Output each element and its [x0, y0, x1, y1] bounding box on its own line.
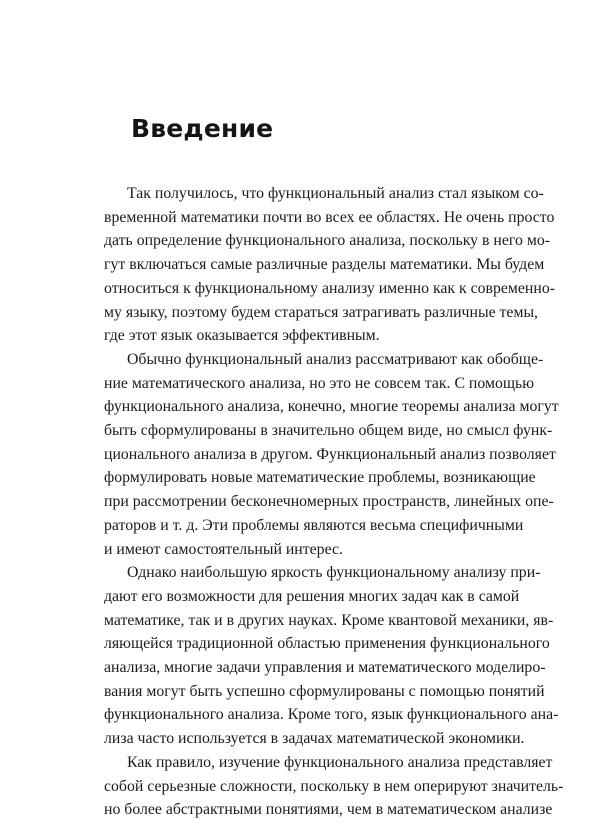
text-line: временной математики почти во всех ее областях. Не очень просто	[104, 208, 555, 226]
text-line: му языку, поэтому будем стараться затрагивать различные темы,	[104, 303, 539, 321]
text-line: Обычно функциональный анализ рассматривают как обобще-	[127, 350, 544, 368]
text-line: функционального анализа. Кроме того, язык функционального ана-	[104, 706, 559, 724]
text-line: математике, так и в других науках. Кроме квантовой механики, яв-	[104, 611, 554, 629]
paragraph-1	[104, 182, 555, 348]
text-line: но более абстрактными понятиями, чем в математическом анализе	[104, 801, 553, 819]
text-line: Так получилось, что функциональный анализ стал языком со-	[127, 185, 544, 202]
text-line: Однако наибольшую яркость функциональному анализу при-	[127, 564, 541, 582]
paragraph-4	[104, 751, 564, 822]
text-line: где этот язык оказывается эффективным.	[104, 327, 380, 345]
text-line: ционального анализа в другом. Функциональный анализ позволяет	[104, 445, 556, 463]
chapter-title: Введение	[131, 114, 274, 143]
text-line: дают его возможности для решения многих задач как в самой	[104, 587, 520, 605]
text-line: лиза часто используется в задачах математической экономики.	[104, 730, 525, 748]
text-line: быть сформулированы в значительно общем виде, но смысл функ-	[104, 422, 553, 440]
text-line: формулировать новые математические проблемы, возникающие	[104, 469, 536, 487]
text-line: и имеют самостоятельный интерес.	[104, 540, 343, 558]
text-line: при рассмотрении бесконечномерных пространств, линейных опе-	[104, 493, 554, 511]
body-text	[104, 182, 564, 822]
text-line: функционального анализа, конечно, многие теоремы анализа могут	[104, 398, 559, 416]
paragraph-2	[104, 348, 559, 561]
text-line: ляющейся традиционной областью применения функционального	[104, 635, 550, 653]
text-line: вания могут быть успешно сформулированы с помощью понятий	[104, 682, 545, 700]
text-line: Как правило, изучение функционального анализа представляет	[127, 753, 553, 771]
text-line: относиться к функциональному анализу именно как к современно-	[104, 279, 555, 297]
text-line: гут включаться самые различные разделы математики. Мы будем	[104, 256, 545, 274]
text-line: ние математического анализа, но это не совсем так. С помощью	[104, 374, 535, 392]
text-line: собой серьезные сложности, поскольку в нем оперируют значитель-	[104, 777, 564, 795]
text-line: дать определение функционального анализа, поскольку в него мо-	[104, 232, 550, 250]
text-line: раторов и т. д. Эти проблемы являются весьма специфичными	[104, 516, 524, 534]
text-line: анализа, многие задачи управления и математического моделиро-	[104, 659, 546, 677]
paragraph-3	[104, 561, 559, 751]
